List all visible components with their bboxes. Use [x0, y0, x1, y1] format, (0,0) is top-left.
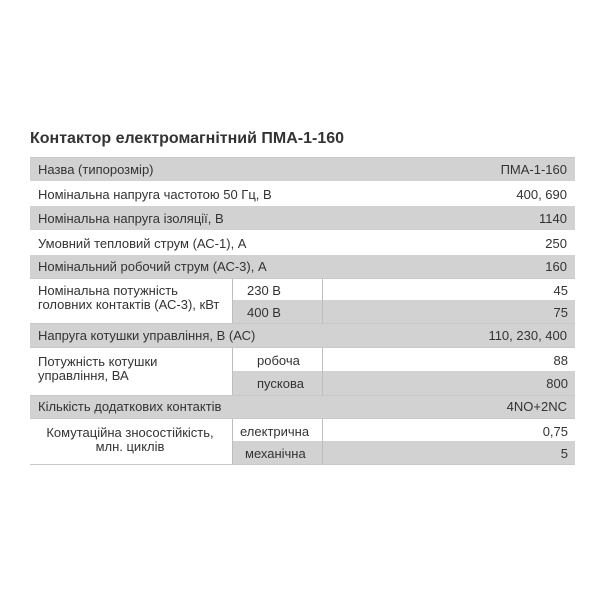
row-value: 250 — [545, 236, 567, 251]
endurance-sub-electric: електрична — [240, 424, 310, 439]
coil-power-sub-start: пускова — [257, 376, 304, 391]
table-rule — [30, 464, 575, 465]
table-rule — [30, 323, 575, 324]
divider — [232, 278, 233, 323]
row-value: ПМА-1-160 — [500, 162, 567, 177]
row-label: Кількість додаткових контактів — [38, 399, 222, 414]
power-label: Номінальна потужність головних контактів (АС-3), кВт — [38, 283, 220, 312]
table-row-coil-voltage — [30, 323, 575, 347]
shaded-subrow — [232, 300, 575, 323]
table-rule — [30, 418, 575, 419]
coil-power-sub-working: робоча — [257, 353, 300, 368]
power-val-230: 45 — [553, 283, 568, 298]
endurance-val-electric: 0,75 — [542, 424, 568, 439]
endurance-sub-mechanical: механічна — [245, 446, 306, 461]
table-title: Контактор електромагнітний ПМА-1-160 — [30, 130, 345, 147]
table-row-voltage — [30, 181, 575, 206]
row-label: Умовний тепловий струм (АС-1), А — [38, 236, 247, 251]
divider — [322, 418, 323, 464]
divider — [322, 347, 323, 395]
row-value: 400, 690 — [516, 187, 567, 202]
coil-power-val-start: 800 — [546, 376, 568, 391]
divider — [322, 278, 323, 323]
table-rule — [30, 395, 575, 396]
table-rule — [30, 157, 575, 158]
endurance-label: Комутаційна зносостійкість, млн. циклів — [46, 425, 214, 454]
table-rule — [30, 278, 575, 279]
row-label: Номінальна напруга ізоляції, В — [38, 211, 224, 226]
table-rule — [30, 347, 575, 348]
row-value: 160 — [545, 259, 567, 274]
row-value: 1140 — [539, 211, 567, 226]
table-row-thermal — [30, 230, 575, 255]
table-row-insulation — [30, 206, 575, 230]
row-label: Номінальний робочий струм (АС-3), А — [38, 259, 267, 274]
divider — [232, 347, 233, 395]
power-sub-230: 230 В — [247, 283, 281, 298]
divider — [232, 418, 233, 464]
row-label: Назва (типорозмір) — [38, 162, 154, 177]
power-sub-400: 400 В — [247, 305, 281, 320]
row-label: Напруга котушки управління, В (АС) — [38, 328, 256, 343]
row-label: Номінальна напруга частотою 50 Гц, В — [38, 187, 272, 202]
table-row-working-current — [30, 255, 575, 278]
power-val-400: 75 — [553, 305, 568, 320]
row-value: 4NO+2NC — [506, 399, 567, 414]
table-row-aux-contacts — [30, 395, 575, 418]
coil-power-label: Потужність котушки управління, ВА — [38, 354, 158, 383]
table-row-name — [30, 157, 575, 181]
endurance-val-mechanical: 5 — [560, 446, 568, 461]
coil-power-val-working: 88 — [553, 353, 568, 368]
row-value: 110, 230, 400 — [488, 328, 567, 343]
